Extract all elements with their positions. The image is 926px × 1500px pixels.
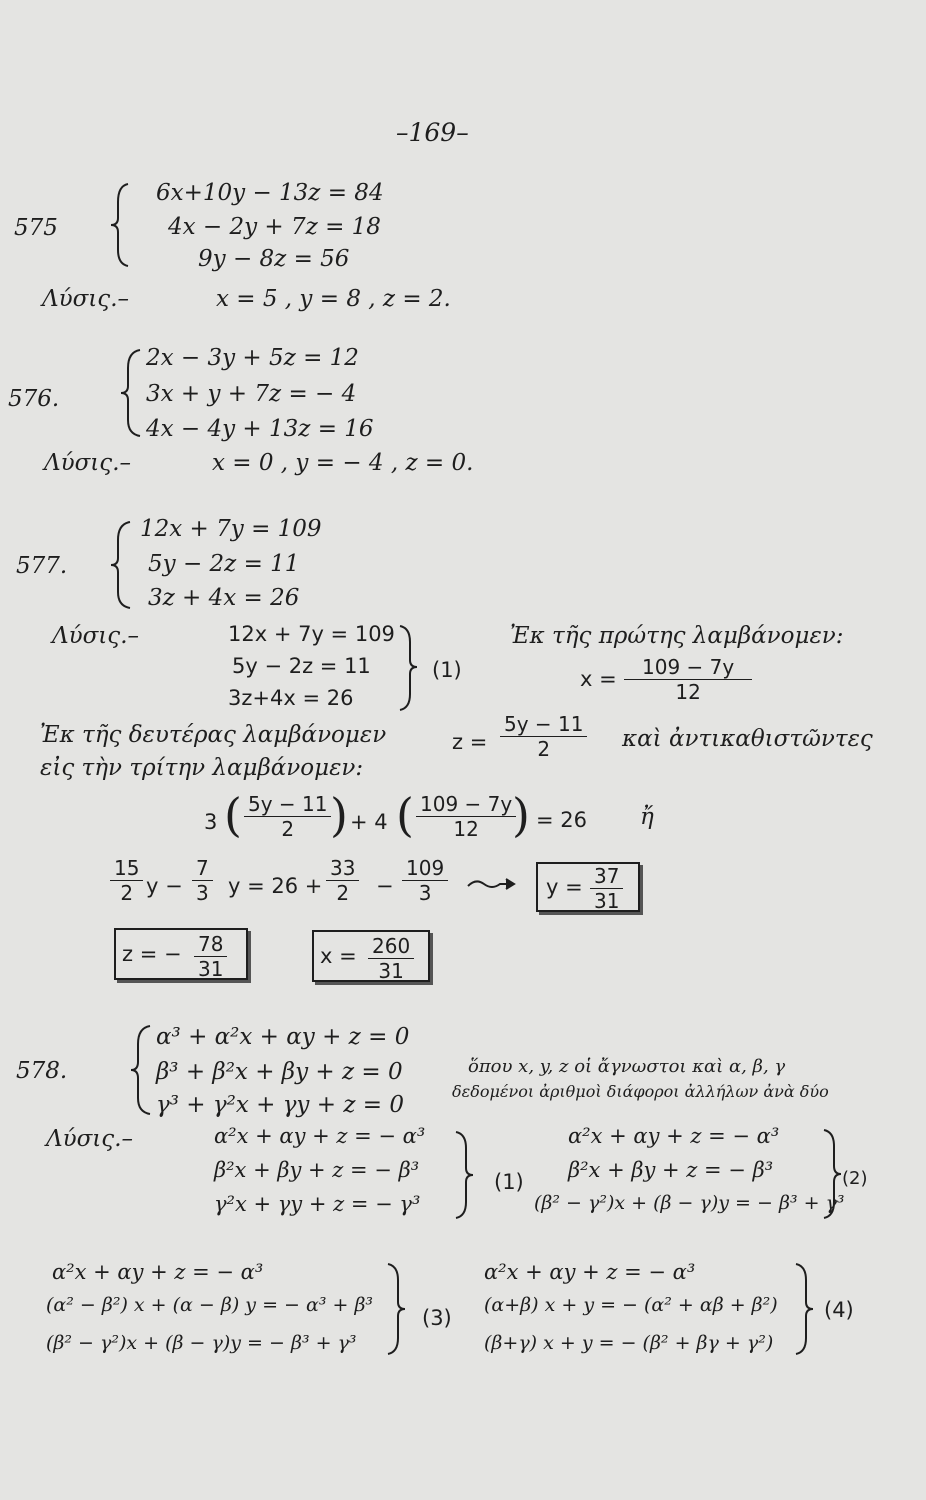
page-number: –169– <box>396 118 469 147</box>
problem-578-solution-label: Λύσις.– <box>46 1126 134 1152</box>
problem-576-eq1: 2x − 3y + 5z = 12 <box>146 345 359 371</box>
right-paren-2: ) <box>512 788 530 842</box>
problem-577-number: 577. <box>16 553 68 579</box>
substitution-fraction-1 <box>244 792 331 841</box>
problem-577-system-tag: (1) <box>432 658 462 682</box>
problem-577-x-fraction <box>624 655 752 704</box>
problem-577-brace <box>108 520 134 610</box>
z-fraction-denominator: 2 <box>537 737 551 761</box>
x-fraction-denominator: 12 <box>675 680 701 704</box>
problem-575-brace <box>108 182 134 268</box>
problem-577-from-second: Ἐκ τῆς δευτέρας λαμβάνομεν <box>40 722 387 748</box>
system3-eq2: (α² − β²) x + (α − β) y = − α³ + β³ <box>46 1294 374 1316</box>
system3-brace <box>384 1262 410 1356</box>
linear-fraction-b-numerator: 7 <box>192 856 213 881</box>
linear-fraction-b-denominator: 3 <box>196 881 209 905</box>
linear-fraction-d-numerator: 109 <box>402 856 448 881</box>
problem-577-system-eq1: 12x + 7y = 109 <box>228 622 395 646</box>
result-y-fraction <box>590 864 623 913</box>
problem-575-number: 575 <box>14 215 58 241</box>
problem-576-brace <box>118 348 144 438</box>
linear-fraction-a-denominator: 2 <box>120 881 134 905</box>
problem-576-solution: x = 0 , y = − 4 , z = 0. <box>212 450 474 476</box>
problem-577-eq1: 12x + 7y = 109 <box>140 516 322 542</box>
problem-578-brace <box>128 1024 154 1116</box>
problem-576-eq2: 3x + y + 7z = − 4 <box>146 381 357 407</box>
linear-fraction-a-numerator: 15 <box>110 856 143 881</box>
linear-fraction-b <box>192 856 213 905</box>
system4-eq2: (α+β) x + y = − (α² + αβ + β²) <box>484 1294 778 1316</box>
result-x-numerator: 260 <box>368 934 414 959</box>
problem-578-eq3: γ³ + γ²x + γy + z = 0 <box>156 1092 404 1118</box>
problem-578-number: 578. <box>16 1058 68 1084</box>
system2-tag: (2) <box>842 1168 868 1189</box>
result-x-denominator: 31 <box>378 959 404 983</box>
linear-fraction-c-numerator: 33 <box>326 856 359 881</box>
left-paren-1: ( <box>224 788 242 842</box>
result-x-lhs: x = <box>320 944 357 968</box>
linear-fraction-d-denominator: 3 <box>418 881 432 905</box>
system1-brace <box>452 1130 478 1220</box>
problem-576-number: 576. <box>8 386 60 412</box>
substitution-plus-four: + 4 <box>350 810 388 834</box>
linear-fraction-c <box>326 856 359 905</box>
problem-575-eq3: 9y − 8z = 56 <box>198 246 350 272</box>
result-y-lhs: y = <box>546 875 583 899</box>
problem-575-eq2: 4x − 2y + 7z = 18 <box>168 214 381 240</box>
linear-minus: − <box>376 874 394 898</box>
result-y-box <box>536 862 640 912</box>
problem-577-eq3: 3z + 4x = 26 <box>148 585 300 611</box>
problem-577-system-brace <box>396 624 422 712</box>
substitution-fraction-1-denominator: 2 <box>281 817 295 841</box>
system4-tag: (4) <box>824 1298 854 1322</box>
substitution-rhs: = 26 <box>536 808 587 832</box>
result-z-box <box>114 928 248 980</box>
result-x-box <box>312 930 430 982</box>
problem-575-solution: x = 5 , y = 8 , z = 2. <box>216 286 451 312</box>
z-fraction-numerator: 5y − 11 <box>500 712 587 737</box>
substitution-fraction-2-numerator: 109 − 7y <box>416 792 516 817</box>
system3-eq3: (β² − γ²)x + (β − γ)y = − β³ + γ³ <box>46 1332 357 1354</box>
substitution-fraction-1-numerator: 5y − 11 <box>244 792 331 817</box>
system4-brace <box>792 1262 818 1356</box>
system3-tag: (3) <box>422 1306 452 1330</box>
problem-575-solution-label: Λύσις.– <box>42 286 130 312</box>
problem-578-note-line2: δεδομένοι ἀριθμοὶ διάφοροι ἀλλήλων ἀνὰ δύο <box>452 1082 829 1101</box>
problem-577-system-eq2: 5y − 2z = 11 <box>232 654 371 678</box>
problem-577-from-first: Ἐκ τῆς πρώτης λαμβάνομεν: <box>510 623 844 649</box>
x-fraction-numerator: 109 − 7y <box>624 655 752 680</box>
system2-eq2: β²x + βy + z = − β³ <box>568 1158 774 1182</box>
system4-eq1: α²x + αy + z = − α³ <box>484 1260 696 1284</box>
linear-y-term-1: y − <box>146 874 183 898</box>
problem-576-solution-label: Λύσις.– <box>44 450 132 476</box>
problem-577-and-substituting: καὶ ἀντικαθιστῶντες <box>622 726 873 752</box>
linear-fraction-a <box>110 856 143 905</box>
substitution-coefficient: 3 <box>204 810 218 834</box>
result-x-fraction <box>368 934 414 983</box>
problem-577-system-eq3: 3z+4x = 26 <box>228 686 354 710</box>
system1-eq2: β²x + βy + z = − β³ <box>214 1158 420 1182</box>
problem-576-eq3: 4x − 4y + 13z = 16 <box>146 416 374 442</box>
substitution-fraction-2 <box>416 792 516 841</box>
problem-577-z-lhs: z = <box>452 730 488 754</box>
problem-577-z-fraction <box>500 712 587 761</box>
system1-eq1: α²x + αy + z = − α³ <box>214 1124 426 1148</box>
problem-577-eq2: 5y − 2z = 11 <box>148 551 300 577</box>
linear-y-term-2: y = 26 + <box>228 874 323 898</box>
problem-577-solution-label: Λύσις.– <box>52 623 140 649</box>
system4-eq3: (β+γ) x + y = − (β² + βγ + γ²) <box>484 1332 774 1354</box>
system2-eq1: α²x + αy + z = − α³ <box>568 1124 780 1148</box>
result-z-lhs: z = − <box>122 942 182 966</box>
result-z-denominator: 31 <box>198 957 224 981</box>
problem-575-eq1: 6x+10y − 13z = 84 <box>156 180 384 206</box>
result-y-numerator: 37 <box>590 864 623 889</box>
problem-577-into-third: εἰς τὴν τρίτην λαμβάνομεν: <box>40 755 364 781</box>
system2-eq3: (β² − γ²)x + (β − γ)y = − β³ + γ³ <box>534 1192 845 1214</box>
linear-fraction-d <box>402 856 448 905</box>
right-paren-1: ) <box>330 788 348 842</box>
problem-578-note-line1: ὅπου x, y, z οἱ ἄγνωστοι καὶ α, β, γ <box>468 1056 786 1077</box>
problem-577-x-lhs: x = <box>580 667 617 691</box>
result-z-fraction <box>194 932 227 981</box>
substitution-fraction-2-denominator: 12 <box>453 817 479 841</box>
system1-tag: (1) <box>494 1170 524 1194</box>
system3-eq1: α²x + αy + z = − α³ <box>52 1260 264 1284</box>
squiggle-arrow-icon <box>466 874 520 894</box>
or-word: ἤ <box>640 804 654 830</box>
linear-fraction-c-denominator: 2 <box>336 881 350 905</box>
problem-578-eq2: β³ + β²x + βy + z = 0 <box>156 1059 403 1085</box>
system1-eq3: γ²x + γy + z = − γ³ <box>214 1192 421 1216</box>
result-z-numerator: 78 <box>194 932 227 957</box>
left-paren-2: ( <box>396 788 414 842</box>
problem-578-eq1: α³ + α²x + αy + z = 0 <box>156 1024 410 1050</box>
result-y-denominator: 31 <box>594 889 620 913</box>
